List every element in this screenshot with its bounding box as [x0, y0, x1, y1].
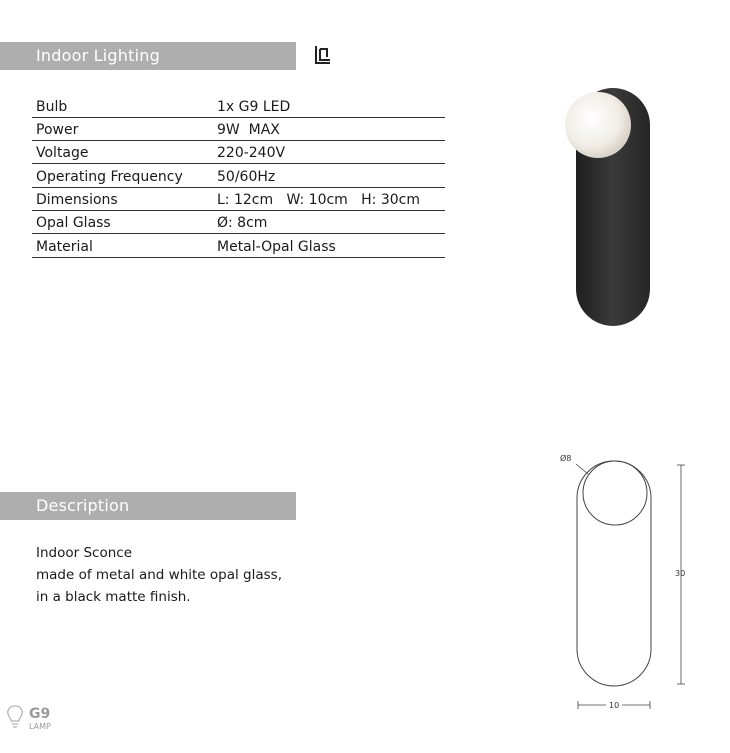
- spec-label: Dimensions: [32, 187, 213, 210]
- spec-row-dimensions: [32, 187, 445, 210]
- lamp-word: LAMP: [29, 722, 51, 731]
- description-header: Description: [0, 492, 296, 520]
- g9-lamp-badge: [5, 703, 67, 733]
- description-line: Indoor Sconce: [36, 545, 133, 561]
- brand-logo-icon: [314, 45, 332, 65]
- spec-value: 1x G9 LED: [213, 94, 445, 117]
- width-label: 10: [609, 701, 620, 710]
- spec-value: 220-240V: [213, 141, 445, 164]
- height-label: 30: [675, 569, 686, 578]
- technical-drawing: [550, 448, 700, 716]
- description-line: in a black matte finish.: [36, 589, 191, 605]
- spec-row-frequency: [32, 164, 445, 187]
- spec-row-power: [32, 117, 445, 140]
- spec-value: 9W MAX: [213, 117, 445, 140]
- spec-label: Material: [32, 234, 213, 257]
- indoor-lighting-header: Indoor Lighting: [0, 42, 296, 70]
- drawing-globe: [583, 461, 647, 525]
- specs-table: [32, 94, 445, 258]
- spec-label: Voltage: [32, 141, 213, 164]
- spec-value: Metal-Opal Glass: [213, 234, 445, 257]
- spec-value: Ø: 8cm: [213, 210, 445, 233]
- spec-row-material: [32, 234, 445, 257]
- opal-globe: [565, 92, 631, 158]
- lamp-type: G9: [29, 706, 51, 722]
- spec-row-opal-glass: [32, 210, 445, 233]
- spec-label: Operating Frequency: [32, 164, 213, 187]
- spec-value: 50/60Hz: [213, 164, 445, 187]
- description-line: made of metal and white opal glass,: [36, 567, 282, 583]
- product-photo: [560, 86, 654, 330]
- spec-label: Power: [32, 117, 213, 140]
- spec-row-voltage: [32, 141, 445, 164]
- bulb-icon: [8, 706, 22, 727]
- spec-value: L: 12cm W: 10cm H: 30cm: [213, 187, 445, 210]
- diameter-label: Ø8: [560, 454, 572, 463]
- spec-label: Bulb: [32, 94, 213, 117]
- spec-row-bulb: [32, 94, 445, 117]
- description-text: [36, 542, 282, 608]
- spec-label: Opal Glass: [32, 210, 213, 233]
- drawing-outline: [577, 461, 651, 686]
